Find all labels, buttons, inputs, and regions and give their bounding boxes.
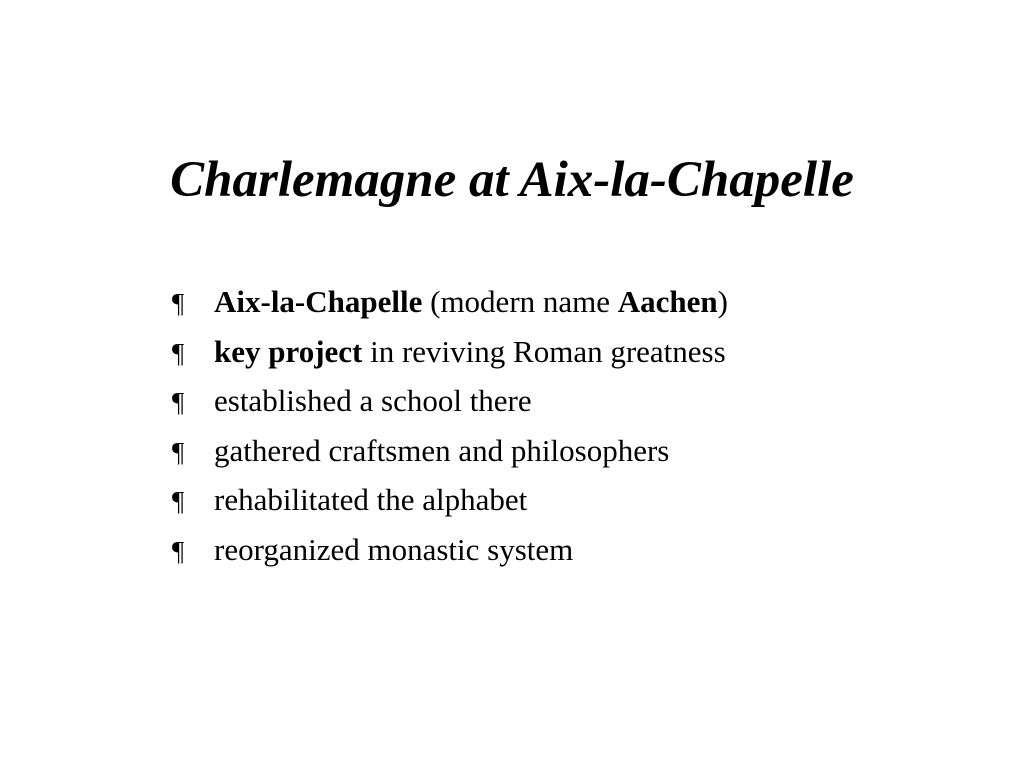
bullet-item	[172, 476, 728, 526]
bullet-plain-text: (modern name	[422, 284, 618, 319]
pilcrow-bullet-icon: ¶	[172, 387, 185, 417]
pilcrow-bullet-icon: ¶	[172, 486, 185, 516]
bullet-plain-text: )	[717, 284, 728, 319]
bullet-item	[172, 427, 728, 477]
bullet-text: established a school there	[214, 383, 532, 418]
bullet-plain-text: in reviving Roman greatness	[362, 333, 726, 369]
pilcrow-bullet-icon: ¶	[172, 288, 185, 318]
bullet-text	[214, 328, 726, 377]
bullet-bold-text: Aix-la-Chapelle	[214, 284, 423, 319]
bullet-text: reorganized monastic system	[214, 531, 574, 567]
bullet-item	[172, 526, 728, 576]
pilcrow-bullet-icon: ¶	[172, 337, 185, 368]
bullet-text: gathered craftsmen and philosophers	[214, 432, 670, 468]
bullet-item	[172, 328, 728, 378]
pilcrow-bullet-icon: ¶	[172, 535, 185, 566]
slide-title: Charlemagne at Aix-la-Chapelle	[170, 152, 854, 208]
bullet-item	[172, 278, 728, 328]
bullet-bold-text: Aachen	[617, 284, 718, 319]
bullet-text: rehabilitated the alphabet	[214, 482, 528, 517]
bullet-bold-text: key project	[214, 333, 363, 369]
bullet-item	[172, 377, 728, 427]
bullet-text	[214, 278, 728, 327]
pilcrow-bullet-icon: ¶	[172, 436, 185, 467]
bullet-list	[172, 278, 728, 575]
